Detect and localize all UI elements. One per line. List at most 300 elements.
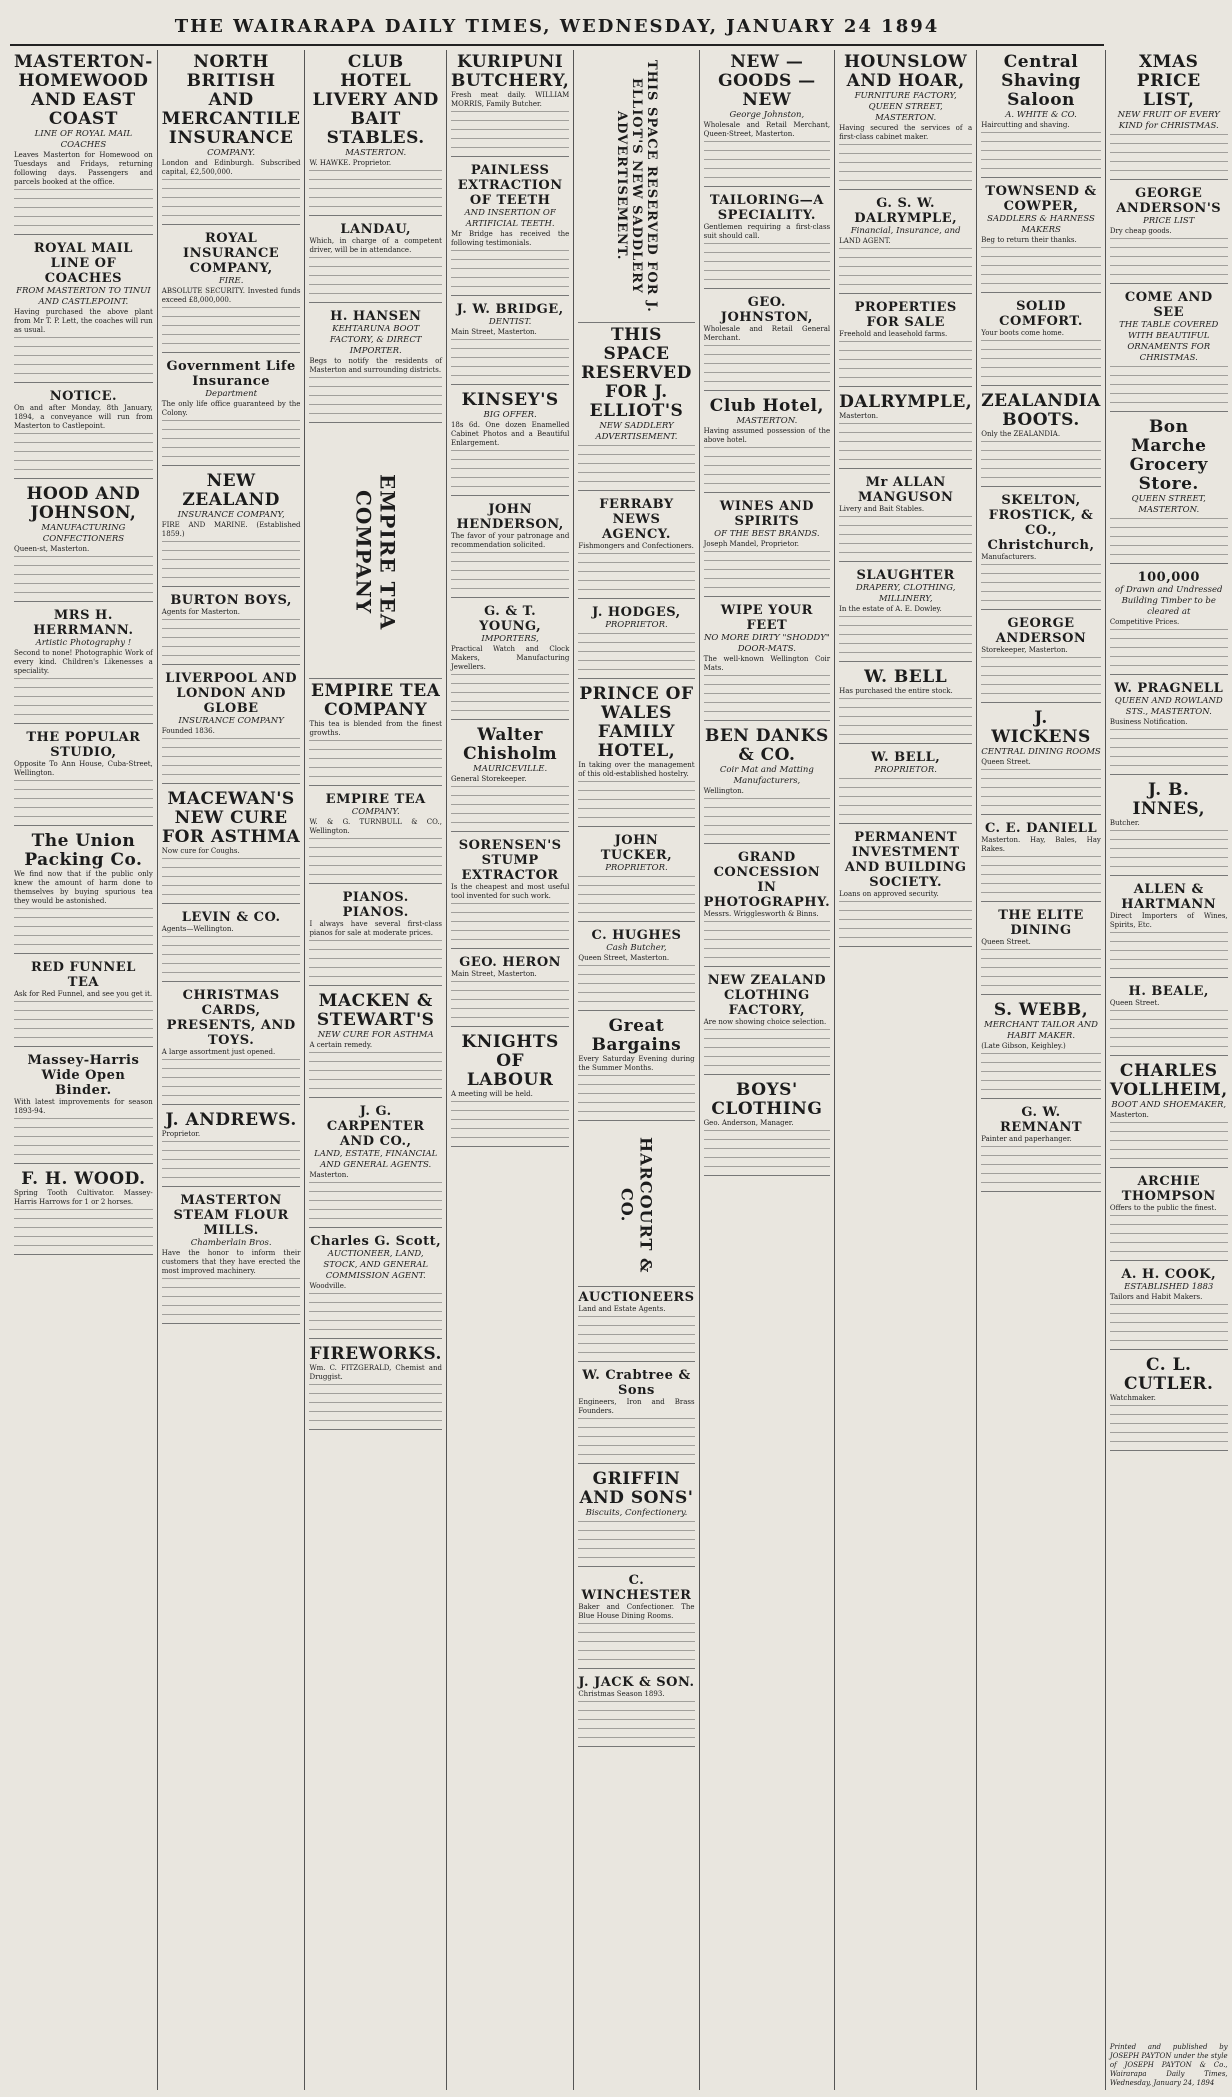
advertisement: [1110, 879, 1228, 978]
advertisement: [309, 789, 442, 884]
advertisement: [578, 1570, 694, 1669]
advertisement: [981, 706, 1101, 815]
ad-body-text: Geo. Anderson, Manager.: [703, 1119, 794, 1127]
body-text-lines: [981, 949, 1101, 987]
body-text-lines: [1110, 1215, 1228, 1253]
advertisement: [1110, 1059, 1228, 1168]
body-text-lines: [451, 250, 569, 288]
ad-heading: THIS SPACE RESERVED FOR J. ELLIOT'S: [581, 325, 692, 421]
ad-heading: BOYS' CLOTHING: [711, 1080, 823, 1119]
ad-body-text: Butcher.: [1109, 819, 1140, 827]
ad-body-text: This tea is blended from the finest growths.: [309, 720, 442, 737]
advertisement: [14, 829, 153, 954]
body-text-lines: [1110, 830, 1228, 868]
body-text-lines: [704, 798, 831, 836]
advertisement: [451, 1030, 569, 1147]
advertisement: [309, 306, 442, 423]
body-text-lines: [981, 769, 1101, 807]
advertisement: [578, 1672, 694, 1747]
ad-body-text: Main Street, Masterton.: [450, 970, 537, 978]
ad-subheading: QUEEN AND ROWLAND STS., MASTERTON.: [1114, 696, 1223, 717]
ad-heading: NORTH BRITISH AND MERCANTILE INSURANCE: [161, 52, 301, 148]
ad-heading: TOWNSEND & COWPER,: [985, 184, 1097, 214]
advertisement: [1110, 287, 1228, 412]
ad-heading: PRINCE OF WALES FAMILY HOTEL,: [579, 684, 694, 761]
ad-body-text: We find now that if the public only knew the amount of harm done to themselves by buying spurious tea they would be astonished.: [14, 870, 153, 905]
body-text-lines: [704, 243, 831, 281]
body-text-lines: [704, 675, 831, 713]
ad-heading: LANDAU,: [340, 222, 412, 237]
ad-body-text: Tailors and Habit Makers.: [1109, 1293, 1203, 1301]
body-text-lines: [839, 341, 972, 379]
ad-body-text: 18s 6d. One dozen Enamelled Cabinet Photos and a Beautiful Enlargement.: [450, 421, 570, 447]
ad-body-text: FIRE AND MARINE. (Established 1859.): [161, 521, 301, 538]
advertisement: [162, 907, 301, 982]
ad-heading: THE POPULAR STUDIO,: [26, 730, 141, 760]
advertisement: [162, 469, 301, 587]
ad-subheading: Chamberlain Bros.: [190, 1238, 272, 1248]
ad-body-text: General Storekeeper.: [450, 775, 527, 783]
body-text-lines: [451, 450, 569, 488]
advertisement: [578, 494, 694, 599]
advertisement: [704, 1078, 831, 1176]
ad-heading: G. & T. YOUNG,: [479, 604, 542, 634]
advertisement: [839, 665, 972, 744]
ad-subheading: IMPORTERS,: [481, 634, 539, 644]
body-text-lines: [309, 838, 442, 876]
ad-heading: PROPERTIES FOR SALE: [854, 300, 957, 330]
ad-body-text: W. HAWKE. Proprietor.: [309, 159, 392, 167]
ad-body-text: Queen-st, Masterton.: [14, 545, 90, 553]
ad-heading: LEVIN & CO.: [181, 910, 281, 925]
ad-subheading: DRAPERY, CLOTHING, MILLINERY,: [855, 583, 956, 604]
ad-heading: G. S. W. DALRYMPLE,: [854, 196, 958, 226]
body-text-lines: [162, 307, 301, 345]
ad-subheading: INSURANCE COMPANY: [178, 716, 284, 726]
body-text-lines: [451, 674, 569, 712]
ad-subheading: BOOT AND SHOEMAKER,: [1111, 1100, 1227, 1110]
column-3: [305, 50, 447, 2090]
auctioneer-vertical-text: HARCOURT & CO.: [617, 1136, 656, 1274]
ad-heading: J. G. CARPENTER AND CO.,: [326, 1104, 425, 1149]
advertisement: [162, 356, 301, 466]
ad-heading: GEO. JOHNSTON,: [720, 295, 813, 325]
advertisement: [162, 590, 301, 665]
body-text-lines: [578, 1701, 694, 1739]
advertisement: [1110, 1353, 1228, 1451]
advertisement: [704, 190, 831, 289]
body-text-lines: [1110, 1304, 1228, 1342]
body-text-lines: [981, 441, 1101, 479]
ad-body-text: The well-known Wellington Coir Mats.: [703, 655, 831, 672]
advertisement: [704, 292, 831, 391]
ad-heading: BEN DANKS & CO.: [704, 726, 829, 765]
body-text-lines: [981, 247, 1101, 285]
ad-heading: AUCTIONEERS: [578, 1290, 695, 1305]
advertisement: [981, 389, 1101, 487]
body-text-lines: [839, 248, 972, 286]
ad-heading: ROYAL MAIL LINE OF COACHES: [33, 241, 133, 286]
body-text-lines: [981, 657, 1101, 695]
body-text-lines: [14, 1001, 153, 1039]
advertisement: [1110, 1264, 1228, 1350]
advertisement: [14, 605, 153, 724]
ad-subheading: COMPANY.: [351, 807, 400, 817]
advertisement: [981, 905, 1101, 995]
ad-body-text: Wholesale and Retail Merchant, Queen-Street, Masterton.: [703, 121, 831, 138]
ad-body-text: Having assumed possession of the above hotel.: [703, 427, 831, 444]
body-text-lines: [309, 1384, 442, 1422]
ad-heading: Club Hotel,: [709, 396, 824, 416]
body-text-lines: [309, 1293, 442, 1331]
ad-subheading: A. WHITE & CO.: [1005, 110, 1077, 120]
body-text-lines: [839, 698, 972, 736]
body-text-lines: [1110, 518, 1228, 556]
body-text-lines: [14, 780, 153, 818]
ad-heading: KNIGHTS OF LABOUR: [461, 1032, 559, 1090]
advertisement: [981, 818, 1101, 902]
ad-heading: PAINLESS EXTRACTION OF TEETH: [457, 163, 563, 208]
body-text-lines: [14, 1118, 153, 1156]
ad-body-text: In the estate of A. E. Dowley.: [839, 605, 942, 613]
body-text-lines: [578, 1075, 694, 1113]
ad-heading: G. W. REMNANT: [999, 1105, 1083, 1135]
advertisement: [839, 565, 972, 662]
ad-subheading: Artistic Photography !: [35, 638, 132, 648]
body-text-lines: [162, 1141, 301, 1179]
ad-subheading: CENTRAL DINING ROOMS: [981, 747, 1101, 757]
advertisement: [839, 472, 972, 562]
ad-subheading: QUEEN STREET, MASTERTON.: [1131, 494, 1206, 515]
advertisement: [704, 50, 831, 187]
ad-subheading: Biscuits, Confectionery.: [585, 1508, 688, 1518]
body-text-lines: [981, 340, 1101, 378]
ad-subheading: OF THE BEST BRANDS.: [714, 529, 820, 539]
ad-body-text: Wm. C. FITZGERALD, Chemist and Druggist.: [309, 1364, 442, 1381]
ad-heading: SORENSEN'S STUMP EXTRACTOR: [458, 838, 562, 883]
advertisement: [839, 747, 972, 824]
ad-heading: W. PRAGNELL: [1114, 681, 1224, 696]
ad-heading: JOHN TUCKER,: [600, 833, 673, 863]
ad-heading: F. H. WOOD.: [21, 1169, 146, 1189]
ad-heading: 100,000: [1137, 570, 1200, 585]
advertisement: [309, 887, 442, 986]
body-text-lines: [839, 778, 972, 816]
ad-body-text: Proprietor.: [161, 1130, 201, 1138]
body-text-lines: [162, 541, 301, 579]
advertisement: [451, 388, 569, 496]
advertisement: [839, 827, 972, 947]
advertisement: [1110, 50, 1228, 180]
body-text-lines: [14, 1209, 153, 1247]
ad-heading: Bon Marche Grocery Store.: [1129, 417, 1208, 494]
ad-heading: NOTICE.: [49, 389, 118, 404]
advertisement: [14, 727, 153, 826]
body-text-lines: [309, 377, 442, 415]
body-text-lines: [451, 786, 569, 824]
ad-heading: C. WINCHESTER: [581, 1573, 692, 1603]
ad-body-text: Painter and paperhanger.: [981, 1135, 1072, 1143]
advertisement: [578, 1014, 694, 1121]
ad-body-text: Dry cheap goods.: [1109, 227, 1172, 235]
advertisement: [309, 989, 442, 1098]
body-text-lines: [309, 170, 442, 208]
body-text-lines: [578, 1418, 694, 1456]
ad-body-text: A meeting will be held.: [450, 1090, 533, 1098]
advertisement: [839, 50, 972, 190]
advertisement: [1110, 183, 1228, 284]
advertisement: [704, 970, 831, 1075]
advertisement: [309, 1342, 442, 1430]
advertisement: [578, 830, 694, 922]
body-text-lines: [162, 1059, 301, 1097]
advertisement: [162, 50, 301, 225]
ad-heading: RED FUNNEL TEA: [30, 960, 136, 990]
body-text-lines: [14, 189, 153, 227]
ad-heading: J. W. BRIDGE,: [456, 302, 564, 317]
ad-heading: WINES AND SPIRITS: [719, 499, 814, 529]
body-text-lines: [578, 445, 694, 483]
advertisement: [14, 482, 153, 602]
ad-subheading: INSURANCE COMPANY,: [177, 510, 285, 520]
advertisement: [451, 499, 569, 598]
advertisement: [14, 386, 153, 479]
advertisement: [162, 668, 301, 784]
body-text-lines: [162, 738, 301, 776]
advertisement: [578, 925, 694, 1011]
advertisement: [839, 297, 972, 387]
ad-heading: TAILORING—A SPECIALITY.: [709, 193, 824, 223]
advertisement: [451, 50, 569, 157]
body-text-lines: [1110, 366, 1228, 404]
ad-heading: W. Crabtree & Sons: [582, 1368, 691, 1398]
ad-heading: MRS H. HERRMANN.: [33, 608, 134, 638]
ad-body-text: Spring Tooth Cultivator. Massey-Harris Harrows for 1 or 2 horses.: [14, 1189, 153, 1206]
ad-heading: Central Shaving Saloon: [1001, 52, 1081, 110]
ad-body-text: Haircutting and shaving.: [981, 121, 1070, 129]
ad-body-text: On and after Monday, 8th January, 1894, a conveyance will run from Masterton to Castlepoint.: [14, 404, 153, 430]
ad-subheading: of Drawn and Undressed Building Timber to be cleared at: [1115, 585, 1223, 617]
body-text-lines: [14, 678, 153, 716]
body-text-lines: [704, 447, 831, 485]
ad-body-text: Wholesale and Retail General Merchant.: [703, 325, 831, 342]
body-text-lines: [309, 1182, 442, 1220]
ad-heading: FERRABY NEWS AGENCY.: [599, 497, 674, 542]
ad-body-text: Queen Street.: [1109, 999, 1160, 1007]
body-text-lines: [704, 345, 831, 383]
advertisement: [981, 998, 1101, 1099]
body-text-lines: [14, 337, 153, 375]
ad-body-text: Your boots come home.: [981, 329, 1064, 337]
body-text-lines: [839, 516, 972, 554]
advertisement: [578, 323, 694, 491]
body-text-lines: [839, 144, 972, 182]
body-text-lines: [1110, 134, 1228, 172]
ad-body-text: Watchmaker.: [1109, 1394, 1156, 1402]
ad-body-text: I always have several first-class pianos for sale at moderate prices.: [309, 920, 442, 937]
ad-heading: GEORGE ANDERSON'S: [1116, 186, 1222, 216]
ad-body-text: In taking over the management of this old-established hostelry.: [578, 761, 695, 778]
body-text-lines: [981, 1053, 1101, 1091]
advertisement: [1110, 981, 1228, 1056]
ad-body-text: Having purchased the above plant from Mr T. P. Lett, the coaches will run as usual.: [14, 308, 153, 334]
ad-heading: J. JACK & SON.: [578, 1675, 695, 1690]
body-text-lines: [1110, 1405, 1228, 1443]
body-text-lines: [981, 1146, 1101, 1184]
ad-heading: DALRYMPLE,: [839, 392, 973, 412]
advertisement: [162, 787, 301, 904]
ad-subheading: KEHTARUNA BOOT FACTORY, & DIRECT IMPORTER.: [329, 324, 422, 356]
body-text-lines: [981, 132, 1101, 170]
ad-body-text: Woodville.: [309, 1282, 347, 1290]
ad-heading: GEORGE ANDERSON: [995, 616, 1087, 646]
ad-heading: ALLEN & HARTMANN: [1121, 882, 1217, 912]
body-text-lines: [578, 1623, 694, 1661]
advertisement: [981, 50, 1101, 178]
advertisement: [309, 679, 442, 786]
advertisement: [839, 193, 972, 294]
advertisement: [14, 957, 153, 1047]
advertisement: [704, 847, 831, 967]
ad-heading: ARCHIE THOMPSON: [1121, 1174, 1216, 1204]
ad-heading: Charles G. Scott,: [310, 1234, 442, 1249]
ad-heading: The Union Packing Co.: [24, 831, 143, 870]
body-text-lines: [162, 1278, 301, 1316]
advertisement: [451, 835, 569, 949]
ad-heading: KINSEY'S: [461, 390, 559, 410]
advertisement: [14, 50, 153, 235]
ad-subheading: MAURICEVILLE.: [473, 764, 548, 774]
body-text-lines: [451, 111, 569, 149]
advertisement: [14, 1167, 153, 1255]
body-text-lines: [1110, 932, 1228, 970]
body-text-lines: [162, 936, 301, 974]
ad-heading: GEO. HERON: [459, 955, 562, 970]
ad-body-text: Agents for Masterton.: [161, 608, 240, 616]
ad-heading: BURTON BOYS,: [170, 593, 292, 608]
ad-heading: Mr ALLAN MANGUSON: [857, 475, 954, 505]
ad-body-text: London and Edinburgh. Subscribed capital, £2,500,000.: [161, 159, 301, 176]
column-2: [158, 50, 306, 2090]
ad-heading: FIREWORKS.: [309, 1344, 442, 1364]
ad-body-text: Offers to the public the finest.: [1109, 1204, 1217, 1212]
body-text-lines: [1110, 729, 1228, 767]
advertisement: [309, 219, 442, 303]
ad-body-text: Fishmongers and Confectioners.: [578, 542, 694, 550]
ad-subheading: PROPRIETOR.: [605, 863, 668, 873]
body-text-lines: [162, 179, 301, 217]
body-text-lines: [162, 420, 301, 458]
column-4: [447, 50, 574, 2090]
ad-heading: Walter Chisholm: [463, 725, 558, 764]
ad-body-text: Have the honor to inform their customers that they have erected the most improved machinery.: [161, 1249, 301, 1275]
body-text-lines: [14, 908, 153, 946]
ad-heading: SKELTON, FROSTICK, & CO., Christchurch,: [987, 493, 1095, 553]
advertisement: [451, 723, 569, 832]
body-text-lines: [981, 856, 1101, 894]
ad-heading: NEW — GOODS — NEW: [718, 52, 816, 110]
column-9: [1106, 50, 1232, 2090]
ad-body-text: Messrs. Wrigglesworth & Binns.: [703, 910, 819, 918]
empire-tea-vertical-text: EMPIRE TEA COMPANY: [351, 473, 400, 631]
ad-heading: MACEWAN'S NEW CURE FOR ASTHMA: [162, 789, 301, 847]
ad-subheading: Cash Butcher,: [606, 943, 667, 953]
advertisement: [1110, 415, 1228, 564]
body-text-lines: [309, 1052, 442, 1090]
ad-body-text: Gentlemen requiring a first-class suit should call.: [703, 223, 831, 240]
ad-subheading: COMPANY.: [207, 148, 256, 158]
ad-body-text: Agents—Wellington.: [161, 925, 234, 933]
column-1: [10, 50, 158, 2090]
ad-heading: S. WEBB,: [993, 1000, 1089, 1020]
advertisement: [1110, 567, 1228, 675]
body-text-lines: [578, 633, 694, 671]
ad-body-text: W. & G. TURNBULL & CO., Wellington.: [309, 818, 442, 835]
body-text-lines: [578, 1316, 694, 1354]
ad-body-text: Fresh meat daily. WILLIAM MORRIS, Family Butcher.: [450, 91, 570, 108]
ad-body-text: ABSOLUTE SECURITY. Invested funds exceed £8,000,000.: [161, 287, 301, 304]
body-text-lines: [839, 616, 972, 654]
ad-subheading: AND INSERTION OF ARTIFICIAL TEETH.: [464, 208, 556, 229]
ad-subheading: FURNITURE FACTORY, QUEEN STREET, MASTERTON.: [854, 91, 957, 123]
ad-body-text: Freehold and leasehold farms.: [839, 330, 948, 338]
ad-body-text: Baker and Confectioner. The Blue House Dining Rooms.: [578, 1603, 695, 1620]
ad-body-text: With latest improvements for season 1893-94.: [14, 1098, 153, 1115]
body-text-lines: [578, 781, 694, 819]
ad-body-text: Masterton.: [309, 1171, 349, 1179]
body-text-lines: [578, 965, 694, 1003]
ad-subheading: MASTERTON.: [345, 148, 407, 158]
body-text-lines: [578, 1521, 694, 1559]
footer-imprint: Printed and published by JOSEPH PAYTON under the style of JOSEPH PAYTON & Co., Wairarapa Daily Times, Wednesday, January 24, 1894: [1109, 2043, 1228, 2087]
advertisement: [14, 238, 153, 383]
ad-heading: NEW ZEALAND CLOTHING FACTORY,: [707, 973, 826, 1018]
ad-body-text: Are now showing choice selection.: [703, 1018, 827, 1026]
body-text-lines: [704, 1029, 831, 1067]
ad-subheading: Financial, Insurance, and: [850, 226, 961, 236]
ad-heading: GRIFFIN AND SONS': [579, 1469, 694, 1508]
ad-heading: EMPIRE TEA: [325, 792, 426, 807]
body-text-lines: [981, 564, 1101, 602]
ad-subheading: THE TABLE COVERED WITH BEAUTIFUL ORNAMENTS FOR CHRISTMAS.: [1119, 320, 1219, 363]
ad-body-text: A large assortment just opened.: [161, 1048, 276, 1056]
ad-heading: NEW ZEALAND: [182, 471, 280, 510]
advertisement: [451, 160, 569, 296]
masthead: [10, 8, 1104, 46]
ad-body-text: Having secured the services of a first-class cabinet maker.: [839, 124, 973, 141]
advertisement: [704, 394, 831, 493]
ad-subheading: ESTABLISHED 1883: [1124, 1282, 1214, 1292]
ad-body-text: Mr Bridge has received the following testimonials.: [450, 230, 570, 247]
body-text-lines: [14, 556, 153, 594]
body-text-lines: [1110, 1010, 1228, 1048]
ad-body-text: Business Notification.: [1109, 718, 1188, 726]
ad-heading: Government Life Insurance: [166, 359, 296, 389]
ad-body-text: Wellington.: [703, 787, 744, 795]
ad-body-text: Queen Street.: [981, 938, 1031, 946]
ad-body-text: Every Saturday Evening during the Summer Months.: [578, 1055, 695, 1072]
advertisement: [309, 1231, 442, 1339]
ad-subheading: PROPRIETOR.: [605, 620, 668, 630]
ad-heading: GRAND CONCESSION IN PHOTOGRAPHY.: [703, 850, 831, 910]
ad-body-text: Queen Street.: [981, 758, 1031, 766]
ad-heading: XMAS PRICE LIST,: [1136, 52, 1201, 110]
ad-heading: EMPIRE TEA COMPANY: [311, 681, 441, 720]
ad-body-text: (Late Gibson, Keighley.): [981, 1042, 1066, 1050]
advertisement: [578, 1287, 694, 1362]
ad-body-text: Land and Estate Agents.: [578, 1305, 666, 1313]
ad-heading: PERMANENT INVESTMENT AND BUILDING SOCIETY.: [844, 830, 967, 890]
